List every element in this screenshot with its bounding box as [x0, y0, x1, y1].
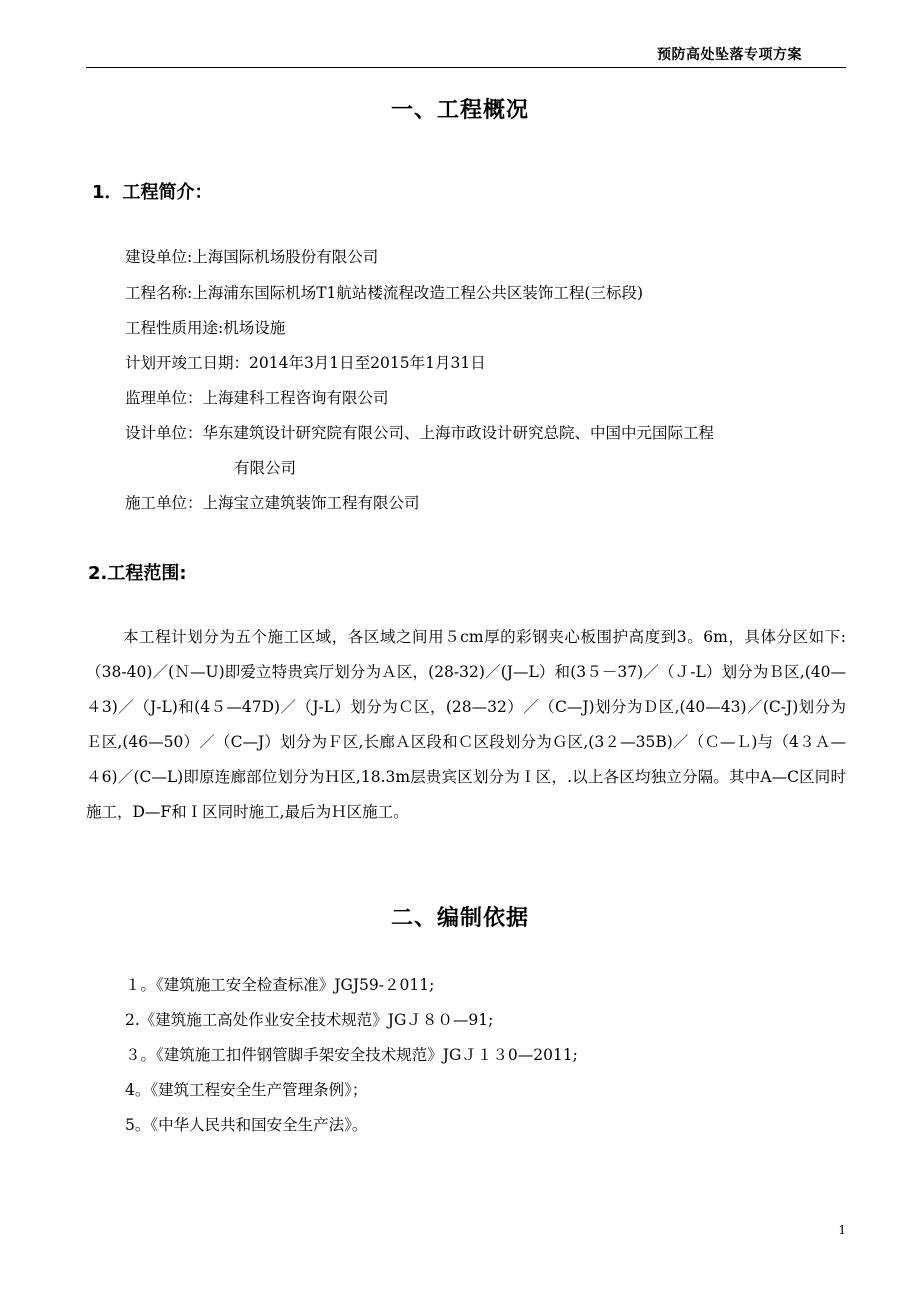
basis-item: １。《建筑施工安全检查标准》JGJ59-２011;: [125, 976, 435, 994]
header-title: 预防高处坠落专项方案: [657, 47, 802, 63]
project-scope-paragraph: 本工程计划分为五个施工区域，各区域之间用５cm厚的彩钢夹心板围护高度到3。6m，具体分区如下:（38-40)／(Ｎ—U)即爱立特贵宾厅划分为Ａ区，(28-32)／(J—L）和(3５－37)／（Ｊ-L）划分为Ｂ区,(40—４3)／（J-L)和(4５—47D)／（J-L）划分为Ｃ区，(28—32）／（C—J)划分为Ｄ区,(40—43)／(C-J)划分为Ｅ区,(46—50）／（C—J）划分为Ｆ区,长廊Ａ区段和Ｃ区段划分为Ｇ区,(3２—35B)／（Ｃ—Ｌ)与（4３Ａ—４6)／(C—L)即原连廊部位划分为Ｈ区,18.3m层贵宾区划分为Ｉ区，.以上各区均独立分隔。其中A—C区同时施工，D—F和Ｉ区同时施工,最后为Ｈ区施工。: [86, 628, 847, 821]
info-line-design-unit: 设计单位：华东建筑设计研究院有限公司、上海市政设计研究总院、中国中元国际工程: [125, 424, 715, 442]
info-line-project-name: 工程名称:上海浦东国际机场T1航站楼流程改造工程公共区装饰工程(三标段): [125, 284, 644, 302]
info-line-project-nature: 工程性质用途:机场设施: [125, 319, 286, 337]
header-divider: [86, 67, 846, 68]
basis-item: 4。《建筑工程安全生产管理条例》；: [125, 1081, 368, 1099]
basis-item: 2.《建筑施工高处作业安全技术规范》JGＪ８０—91;: [125, 1011, 494, 1029]
info-line-design-unit-cont: 有限公司: [234, 459, 297, 477]
info-line-construction-unit: 建设单位:上海国际机场股份有限公司: [125, 248, 379, 266]
subheading-project-intro: 1．工程简介：: [92, 182, 213, 203]
section-title-overview: 一、工程概况: [390, 98, 529, 123]
info-line-contractor: 施工单位：上海宝立建筑装饰工程有限公司: [125, 494, 420, 512]
section-title-basis: 二、编制依据: [390, 906, 529, 931]
basis-item: ３。《建筑施工扣件钢管脚手架安全技术规范》JGＪ１３0—2011;: [125, 1046, 578, 1064]
subheading-project-scope: 2.工程范围:: [88, 563, 187, 584]
basis-item: 5。《中华人民共和国安全生产法》。: [125, 1116, 368, 1134]
info-line-supervision-unit: 监理单位：上海建科工程咨询有限公司: [125, 389, 389, 407]
page-number: 1: [838, 1223, 846, 1237]
info-line-schedule: 计划开竣工日期：2014年3月1日至2015年1月31日: [125, 354, 486, 372]
